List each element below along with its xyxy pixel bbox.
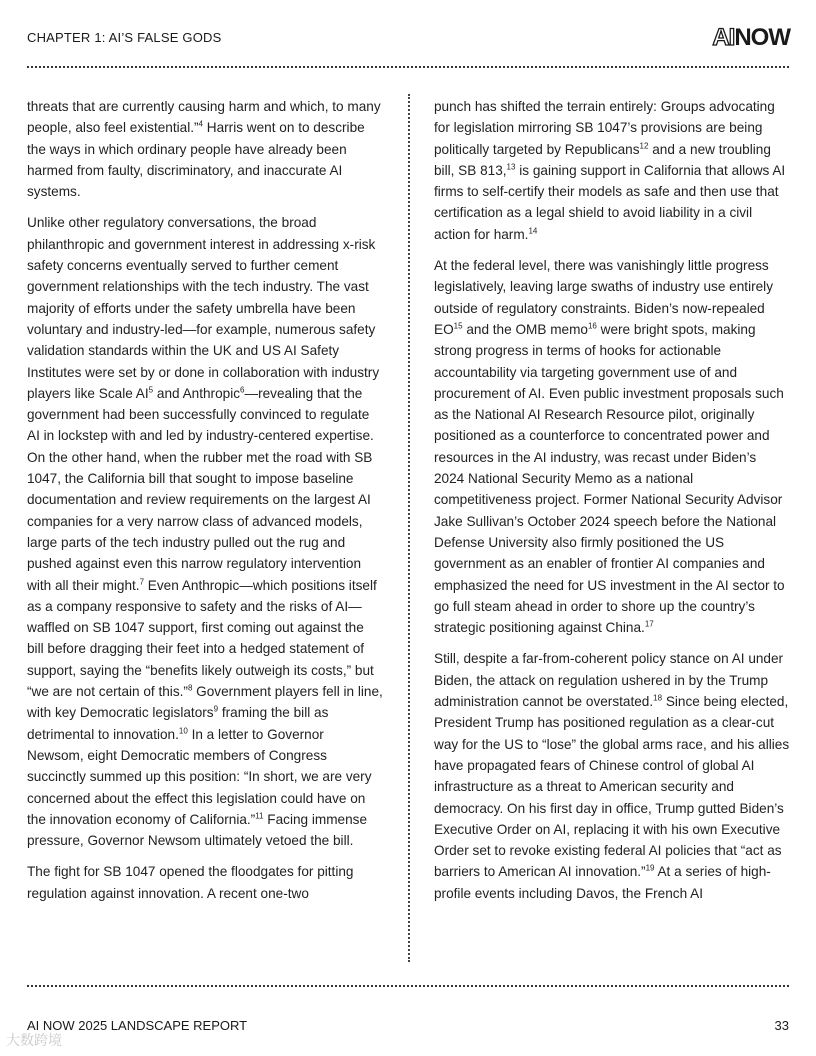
footnote-ref[interactable]: 14 [528, 226, 538, 236]
paragraph [27, 212, 383, 851]
paragraph [27, 861, 383, 904]
text-run: At the federal level, there was vanishingly little progress legislatively, leaving large swaths of industry use entirely outside of regulatory constraints. Biden’s now-repealed EO [434, 258, 774, 337]
text-run: threats that are currently causing harm and which, to many people, also feel existential.” [27, 99, 381, 136]
footnote-ref[interactable]: 10 [178, 726, 188, 736]
column-divider [408, 94, 410, 962]
text-run: is gaining support in California that allows AI firms to self-certify their models as safe and then use that certification as a legal shield to avoid liability in a civil action for harm. [434, 162, 786, 242]
text-run: were bright spots, making strong progress in terms of hooks for actionable accountability via targeting government use of and procurement of AI. Even public investment proposals such as the National AI Research Resource pilot, originally positioned as a counterforce to concentrated power and resources in the AI industry, was recast under Biden’s 2024 National Security Memo as a national competitiveness project. Former National Security Advisor Jake Sullivan’s October 2024 speech before the National Defense University also firmly positioned the US government as an enabler of frontier AI companies and emphasized the need for US investment in the AI sector to go full steam ahead in order to shore up the country’s strategic positioning against China. [434, 321, 785, 636]
text-run: Harris went on to describe the ways in which ordinary people have already been harmed from faulty, discriminatory, and inaccurate AI systems. [27, 120, 365, 200]
paragraph [434, 255, 790, 638]
ai-now-logo[interactable] [712, 24, 790, 52]
footnote-ref[interactable]: 9 [213, 704, 219, 714]
text-run: At a series of high-profile events including Davos, the French AI [434, 864, 771, 901]
text-run: In a letter to Governor Newsom, eight Democratic members of Congress succinctly summed up this position: “In short, we are very concerned about the effect this legislation could have on the innovation economy of California.” [27, 726, 372, 827]
footnote-ref[interactable]: 13 [506, 162, 516, 172]
right-column [434, 96, 790, 914]
footnote-ref[interactable]: 6 [240, 385, 245, 395]
text-run: framing the bill as detrimental to innovation. [27, 705, 329, 742]
footnote-ref[interactable]: 16 [587, 321, 597, 331]
text-run: Since being elected, President Trump has positioned regulation as a clear-cut way for the US to “lose” the global arms race, and his allies have propagated fears of Chinese control of global AI infrastructure as a threat to American security and democracy. On his first day in office, Trump gutted Biden’s Executive Order on AI, replacing it with his own Executive Order set to revoke existing federal AI policies that “act as barriers to American AI innovation.” [434, 694, 790, 880]
text-run: Government players fell in line, with key Democratic legislators [27, 684, 383, 721]
text-run: The fight for SB 1047 opened the floodgates for pitting regulation against innovation. A recent one-two [27, 864, 354, 901]
footnote-ref[interactable]: 11 [255, 811, 264, 821]
text-run: Even Anthropic—which positions itself as a company responsive to safety and the risks of AI—waffled on SB 1047 support, first coming out against the bill before dragging their feet into a hedged statement of support, saying the “benefits likely outweigh its costs,” but “we are not certain of this.” [27, 577, 377, 700]
paragraph [434, 648, 790, 904]
text-run: —revealing that the government had been successfully convinced to regulate AI in lockstep with and led by industry-centered expertise. On the other hand, when the rubber met the road with SB 1047, the California bill that sought to impose baseline documentation and review requirements on the largest AI companies for a very narrow class of advanced models, large parts of the tech industry pulled out the rug and pushed against even this narrow regulatory intervention with all their might. [27, 385, 374, 593]
footnote-ref[interactable]: 17 [644, 619, 654, 629]
footnote-ref[interactable]: 7 [139, 577, 145, 586]
footnote-ref[interactable]: 15 [453, 321, 463, 331]
footnote-ref[interactable]: 19 [645, 863, 655, 873]
text-run: Unlike other regulatory conversations, the broad philanthropic and government interest in addressing x-risk safety concerns eventually served to further cement government relationships with the tech industry. The vast majority of efforts under the safety umbrella have been voluntary and industry-led—for example, numerous safety validation standards within the UK and US AI Safety Institutes were set by or done in collaboration with industry players like Scale AI [27, 215, 380, 401]
text-run: and a new troubling bill, SB 813, [434, 141, 771, 178]
paragraph [434, 96, 790, 245]
text-run: and the OMB memo [462, 321, 588, 337]
logo-ai-text: AI [712, 24, 735, 51]
logo-now-text: NOW [734, 24, 790, 51]
text-run: punch has shifted the terrain entirely: Groups advocating for legislation mirroring SB 1047’s provisions are being politically targeted by Republicans [434, 99, 775, 157]
footnote-ref[interactable]: 8 [187, 683, 193, 693]
paragraph [27, 96, 383, 202]
footnote-ref[interactable]: 18 [653, 693, 663, 703]
footnote-ref[interactable]: 5 [148, 385, 154, 395]
chapter-title: CHAPTER 1: AI’S FALSE GODS [27, 30, 222, 45]
report-title: AI NOW 2025 LANDSCAPE REPORT [27, 1018, 248, 1033]
footnote-ref[interactable]: 12 [639, 141, 649, 151]
text-run: Still, despite a far-from-coherent policy stance on AI under Biden, the attack on regulation ushered in by the Trump administration cannot be overstated. [434, 651, 784, 710]
text-run: and Anthropic [153, 385, 241, 401]
header-divider [27, 66, 789, 68]
watermark: 大数跨境 [6, 1033, 62, 1049]
text-run: Facing immense pressure, Governor Newsom ultimately vetoed the bill. [27, 811, 368, 849]
footnote-ref[interactable]: 4 [198, 119, 203, 129]
footer-divider [27, 985, 789, 987]
page-number: 33 [774, 1018, 789, 1033]
left-column [27, 96, 383, 914]
